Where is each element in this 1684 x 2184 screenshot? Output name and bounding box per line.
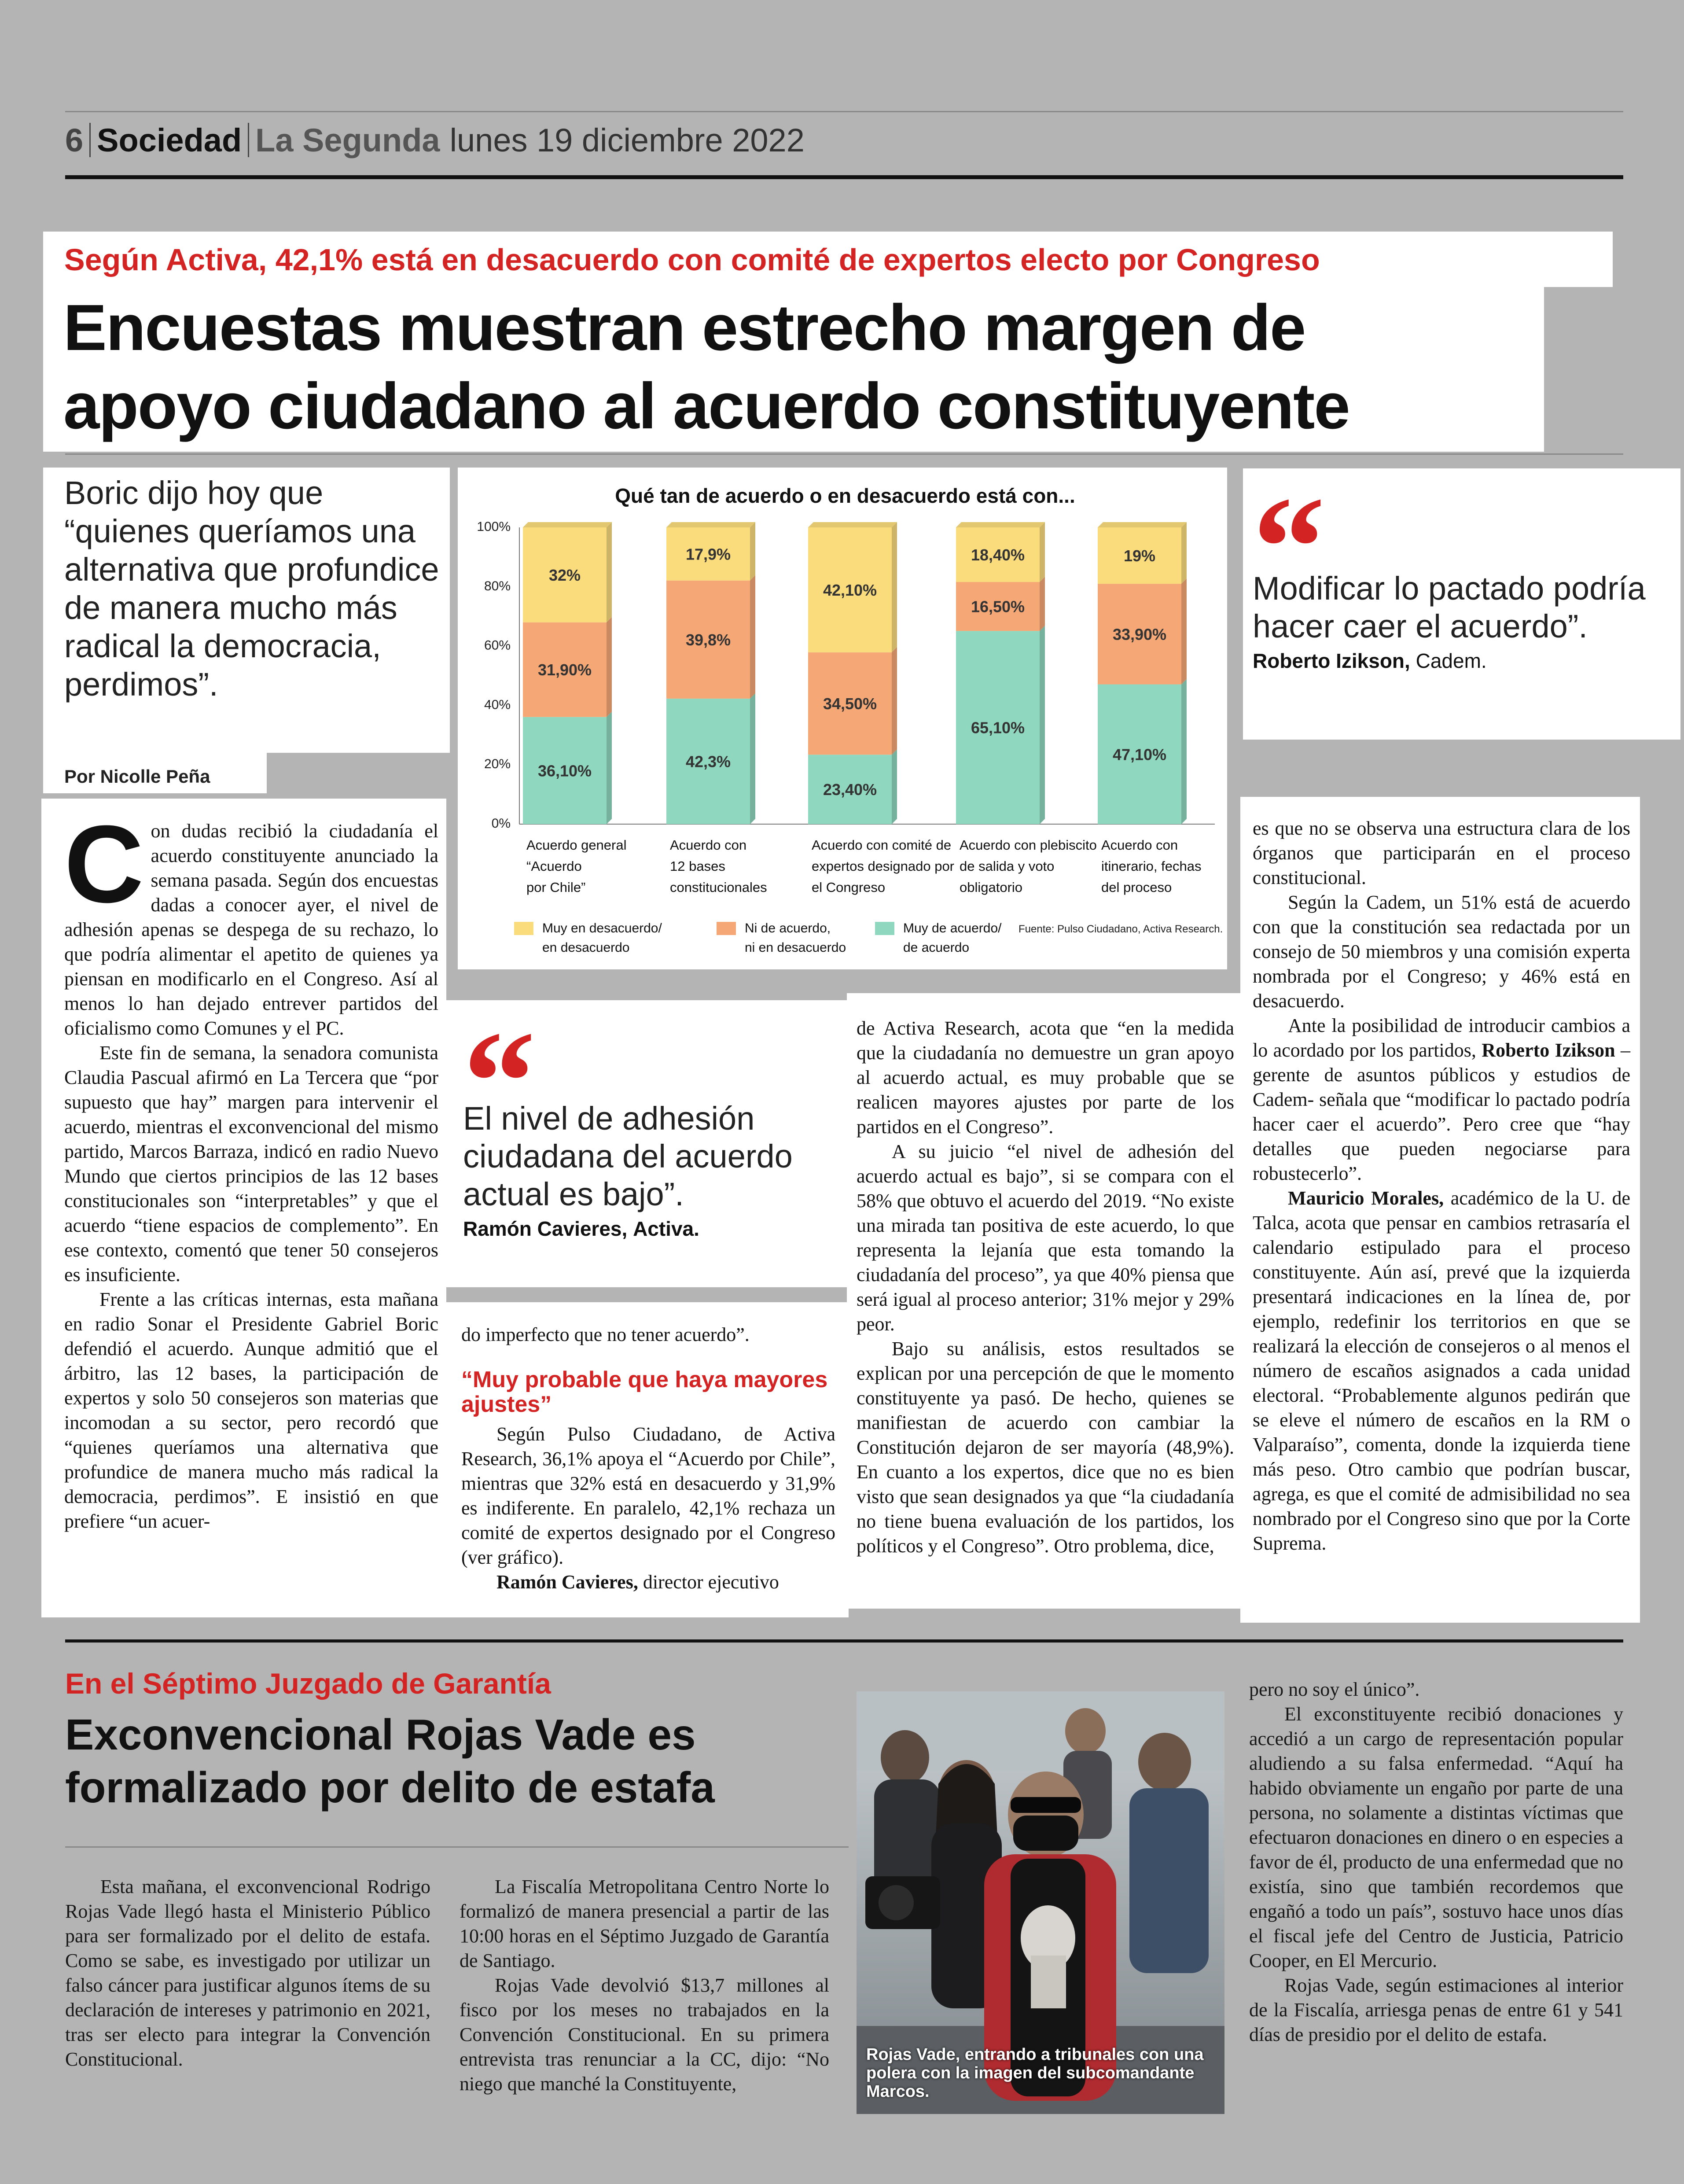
paragraph-text: –gerente de asuntos públicos y estudios de Cadem- señala que “modificar lo pactado podría hacer caer el acuerdo”. Pero cree que “hay detalles que pueden negociarse para robustecerlo”. xyxy=(1253,1039,1631,1184)
paragraph: Rojas Vade, según estimaciones al interior de la Fiscalía, arriesga penas de entre 61 y 541 días de presidio por el delito de estafa. xyxy=(1249,1974,1623,2045)
headline-rule xyxy=(65,1846,849,1848)
pullquote-box-middle xyxy=(444,1000,849,1287)
data-label: 16,50% xyxy=(971,597,1025,616)
section-divider-rule xyxy=(65,1639,1623,1643)
kicker-box xyxy=(43,232,1613,287)
data-label: 34,50% xyxy=(823,695,877,713)
bar-segment-side xyxy=(607,712,612,824)
page-header xyxy=(65,118,805,162)
category-label-line: 12 bases xyxy=(670,858,725,874)
category-label-line: expertos designado por xyxy=(812,858,955,874)
column-2 xyxy=(444,1302,849,1617)
data-label: 42,3% xyxy=(685,752,731,771)
paragraph: A su juicio “el nivel de adhesión del acuerdo actual es bajo”, si se compara con el 58% que obtuvo el acuerdo del 2019. “No existe una mirada tan positiva de este acuerdo, lo que representa la lejanía que esta tomando la ciudadanía del proceso”, ya que 40% piensa que será igual al proceso anterior; 31% mejor y 29% peor. xyxy=(857,1141,1234,1335)
legend-swatch xyxy=(514,922,533,935)
pullquote-right-attribution xyxy=(1253,649,1666,673)
legend-label-line: Muy de acuerdo/ xyxy=(903,921,1002,935)
main-headline xyxy=(63,289,1349,446)
y-tick-label: 80% xyxy=(484,578,511,593)
drop-cap: C xyxy=(64,803,144,925)
bar-segment-side xyxy=(1181,522,1187,584)
paragraph xyxy=(1253,1013,1630,1186)
legend-swatch xyxy=(875,922,894,935)
header-divider xyxy=(248,123,249,157)
paragraph: do imperfecto que no tener acuerdo”. xyxy=(461,1324,750,1345)
paragraph xyxy=(461,1570,835,1595)
legend-label xyxy=(542,921,662,955)
quote-name: Roberto Izikson, xyxy=(1253,649,1410,672)
bar-segment-side xyxy=(750,575,755,699)
category-label xyxy=(812,837,954,895)
data-label: 47,10% xyxy=(1112,745,1167,764)
data-label: 32% xyxy=(548,566,581,584)
legend-label-line: Ni de acuerdo, xyxy=(745,921,831,935)
paragraph-text: on dudas recibió la ciudadanía el acuerdo constituyente anunciado la semana pasada. Según dos encuestas dadas a conocer ayer, el nivel de adhesión apenas se despega de su rechazo, lo que podría alimentar el apetito de quienes ya piensan en modificarlo en el Congreso. Así al menos lo han dejado entrever partidos del oficialismo como Comunes y el PC. xyxy=(64,820,438,1039)
byline: Por Nicolle Peña xyxy=(64,766,210,787)
bar-top-cap xyxy=(523,522,612,527)
bar-segment-side xyxy=(750,522,755,581)
bar-top-cap xyxy=(666,522,755,527)
publication-name: La Segunda xyxy=(255,122,440,158)
subhead: “Muy probable que haya mayores ajustes” xyxy=(461,1367,828,1417)
data-label: 36,10% xyxy=(537,762,592,780)
category-label xyxy=(670,837,767,895)
quote-org: Activa. xyxy=(633,1217,699,1240)
bar-segment-side xyxy=(1181,578,1187,684)
person-name: Mauricio Morales, xyxy=(1288,1187,1444,1209)
bar-top-cap xyxy=(1098,522,1187,527)
data-label: 18,40% xyxy=(971,546,1025,564)
bar-segment-side xyxy=(1040,626,1045,824)
data-label: 23,40% xyxy=(823,781,877,799)
paragraph: Rojas Vade devolvió $13,7 millones al fisco por los meses no trabajados en la Convención Constitucional. En su primera entrevista tras renunciar a la CC, dijo: “No niego que manché la Constituyente, xyxy=(460,1974,829,2095)
bar-segment-side xyxy=(1040,522,1045,582)
person-name: Ramón Cavieres, xyxy=(496,1571,638,1593)
quote-name: Ramón Cavieres, xyxy=(463,1217,628,1240)
data-label: 33,90% xyxy=(1112,625,1167,644)
header-bottom-rule xyxy=(65,175,1623,179)
bar-segment-side xyxy=(892,647,897,755)
pullquote-middle-text: El nivel de adhesión ciudadana del acuerdo actual es bajo”. xyxy=(463,1100,793,1212)
pullquote-box-right xyxy=(1243,468,1680,740)
y-tick-label: 60% xyxy=(484,638,511,653)
category-label xyxy=(526,837,627,895)
category-label-line: itinerario, fechas xyxy=(1101,858,1202,874)
data-label: 19% xyxy=(1123,547,1156,565)
lead-quote: Boric dijo hoy que “quienes queríamos una alternativa que profundice de manera mucho más radical la democracia, perdimos”. xyxy=(64,475,439,703)
category-label-line: Acuerdo con comité de xyxy=(812,837,952,853)
legend-label xyxy=(745,921,846,955)
bar-segment-side xyxy=(892,522,897,652)
legend-label xyxy=(903,921,1002,955)
data-label: 42,10% xyxy=(823,581,877,599)
pullquote-middle-attribution xyxy=(463,1217,842,1241)
paragraph-text: Ante la posibilidad de introducir cambios a lo acordado por los partidos, xyxy=(1253,1015,1630,1061)
main-kicker: Según Activa, 42,1% está en desacuerdo con comité de expertos electo por Congreso xyxy=(64,243,1320,277)
legend-label-line: Muy en desacuerdo/ xyxy=(542,921,662,935)
data-label: 17,9% xyxy=(685,545,731,563)
second-column-3 xyxy=(1249,1677,1623,2047)
bar-top-cap xyxy=(808,522,897,527)
header-divider xyxy=(89,123,91,157)
headline-rule xyxy=(65,453,1623,455)
second-column-1 xyxy=(65,1875,430,2072)
paragraph: Según la Cadem, un 51% está de acuerdo con que la constitución sea redactada por un consejo de 50 miembros y una comisión experta nombrada por el Congreso; y 46% está en desacuerdo. xyxy=(1253,891,1630,1012)
byline-box xyxy=(43,753,267,793)
y-tick-label: 100% xyxy=(477,519,511,534)
category-label-line: Acuerdo con xyxy=(670,837,747,853)
second-column-2 xyxy=(460,1875,829,2096)
bar-segment-side xyxy=(607,617,612,717)
chart-box xyxy=(458,468,1227,969)
headline-line: apoyo ciudadano al acuerdo constituyente xyxy=(63,370,1349,442)
category-label-line: el Congreso xyxy=(812,880,886,895)
legend-swatch xyxy=(717,922,736,935)
header-top-rule xyxy=(65,111,1623,112)
column-3 xyxy=(847,993,1246,1609)
second-kicker: En el Séptimo Juzgado de Garantía xyxy=(65,1667,551,1700)
news-photo xyxy=(857,1691,1224,2114)
bar-segment-side xyxy=(607,522,612,622)
bar-top-cap xyxy=(956,522,1045,527)
y-tick-label: 20% xyxy=(484,757,511,772)
paragraph xyxy=(64,803,438,1041)
bar-segment-side xyxy=(750,693,755,824)
paragraph xyxy=(1253,1186,1630,1556)
y-tick-label: 0% xyxy=(491,816,511,831)
paragraph: Este fin de semana, la senadora comunista Claudia Pascual afirmó en La Tercera que “por supuesto que hay” margen para intervenir el acuerdo, mientras el exconvencional del mismo partido, Marcos Barraza, indicó en radio Nuevo Mundo que ciertos principios de las 12 bases constitucionales son “interpretables” y que el acuerdo “tiene espacios de complemento”. En ese contexto, comentó que tener 50 consejeros es insuficiente. xyxy=(64,1042,438,1285)
quote-org: Cadem. xyxy=(1416,649,1487,672)
paragraph: La Fiscalía Metropolitana Centro Norte lo formalizó de manera presencial a partir de las 10:00 horas en el Séptimo Juzgado de Garantía de Santiago. xyxy=(460,1876,829,1971)
category-label-line: Acuerdo general xyxy=(526,837,627,853)
paragraph: es que no se observa una estructura clara de los órganos que participarán en el proceso constitucional. xyxy=(1253,818,1630,888)
category-label-line: obligatorio xyxy=(960,880,1023,895)
publication-date: lunes 19 diciembre 2022 xyxy=(449,122,805,158)
paragraph: Frente a las críticas internas, esta mañana en radio Sonar el Presidente Gabriel Boric defendió el acuerdo. Aunque admitió que el árbitro, las 12 bases, la participación de expertos y solo 50 consejeros son materias que incomodan a su sector, pero recordó que “quienes queríamos una alternativa que profundice de manera mucho más radical la democracia, perdimos”. E insistió en que prefiere “un acuer- xyxy=(64,1289,438,1532)
lead-quote-box xyxy=(43,468,450,753)
data-label: 65,10% xyxy=(971,718,1025,737)
chart-source: Fuente: Pulso Ciudadano, Activa Research. xyxy=(1018,923,1223,935)
category-label-line: Acuerdo con plebiscito xyxy=(960,837,1097,853)
headline-line: formalizado por delito de estafa xyxy=(65,1763,715,1812)
category-label-line: del proceso xyxy=(1101,880,1172,895)
page-number: 6 xyxy=(65,122,84,158)
y-tick-label: 40% xyxy=(484,697,511,712)
second-headline xyxy=(65,1708,715,1814)
paragraph: de Activa Research, acota que “en la medida que la ciudadanía no demuestre un gran apoyo al acuerdo actual, es muy probable que se realicen mayores ajustes por parte de los partidos en el Congreso”. xyxy=(857,1017,1234,1138)
headline-line: Exconvencional Rojas Vade es xyxy=(65,1710,696,1759)
headline-box xyxy=(43,285,1544,452)
legend-label-line: de acuerdo xyxy=(903,940,970,955)
paragraph: pero no soy el único”. xyxy=(1249,1679,1420,1700)
column-1 xyxy=(41,799,446,1617)
bar-segment-side xyxy=(1181,679,1187,824)
photo-caption: Rojas Vade, entrando a tribunales con una polera con la imagen del subcomandante Marcos. xyxy=(866,2045,1204,2101)
category-label-line: Acuerdo con xyxy=(1101,837,1178,853)
bar-segment-side xyxy=(892,749,897,824)
category-label-line: de salida y voto xyxy=(960,858,1055,874)
chart-title: Qué tan de acuerdo o en desacuerdo está con... xyxy=(615,484,1075,507)
paragraph: Bajo su análisis, estos resultados se explican por una percepción de que le momento constituyente ya pasó. De hecho, quienes se manifiestan de acuerdo con cambiar la Constitución dejaron de ser mayoría (48,9%). En cuanto a los expertos, dice que no es bien visto que sean designados ya que “la ciudadanía no tiene buena evaluación de los partidos, los políticos y el Congreso”. Otro problema, dice, xyxy=(857,1338,1234,1557)
headline-line: Encuestas muestran estrecho margen de xyxy=(63,291,1305,364)
column-4 xyxy=(1240,797,1640,1623)
paragraph-text: director ejecutivo xyxy=(643,1571,779,1593)
category-label xyxy=(1101,837,1201,895)
legend-label-line: ni en desacuerdo xyxy=(745,940,846,955)
data-label: 31,90% xyxy=(537,661,592,679)
category-label-line: por Chile” xyxy=(526,880,586,895)
legend-label-line: en desacuerdo xyxy=(542,940,630,955)
paragraph-text: académico de la U. de Talca, acota que pensar en cambios retrasaría el calendario estipulado para el proceso constituyente. Aún así, prevé que la izquierda presentará indicaciones en la línea de, por ejemplo, redefinir los territorios en que se realizará la elección de consejeros o al menos el número de escaños asignados a cada unidad electoral. “Probablemente algunos pedirán que se eleve el número de escaños en la RM o Valparaíso”, comenta, donde la izquierda tiene más peso. Otro cambio que podrían buscar, agrega, es que el comité de admisibilidad no sea nombrado por el Congreso sino que por la Corte Suprema. xyxy=(1253,1187,1631,1554)
stacked-bar-chart xyxy=(458,468,1227,969)
quote-mark-icon: “ xyxy=(1253,490,1325,574)
paragraph: Según Pulso Ciudadano, de Activa Research, 36,1% apoya el “Acuerdo por Chile”, mientras que 32% está en desacuerdo y 31,9% es indiferente. En paralelo, 42,1% rechaza un comité de expertos designado por el Congreso (ver gráfico). xyxy=(461,1423,835,1568)
paragraph: El exconstituyente recibió donaciones y accedió a un cargo de representación popular aludiendo a su falsa enfermedad. “Aquí ha habido obviamente un engaño por parte de una persona, no solamente a distintas víctimas que efectuaron donaciones en dinero o en especies a favor de él, producto de una enfermedad que no existía, sino que también recordemos que engañó a todo un país”, sostuvo hace unos días el fiscal jefe del Centro de Justicia, Patricio Cooper, en El Mercurio. xyxy=(1249,1703,1623,1971)
category-label xyxy=(960,837,1097,895)
quote-mark-icon: “ xyxy=(463,1025,536,1109)
bar-segment-side xyxy=(1040,577,1045,631)
paragraph: Esta mañana, el exconvencional Rodrigo Rojas Vade llegó hasta el Ministerio Público para ser formalizado por el delito de estafa. Como se sabe, es investigado por utilizar un falso cáncer para justificar algunos ítems de su declaración de intereses y patrimonio en 2021, tras ser electo para integrar la Convención Constitucional. xyxy=(65,1876,430,2070)
data-label: 39,8% xyxy=(685,630,731,649)
person-name: Roberto Izikson xyxy=(1482,1039,1615,1061)
pullquote-right-text: Modificar lo pactado podría hacer caer el acuerdo”. xyxy=(1253,570,1646,645)
category-label-line: “Acuerdo xyxy=(526,858,582,874)
section-name: Sociedad xyxy=(97,122,242,158)
category-label-line: constitucionales xyxy=(670,880,767,895)
